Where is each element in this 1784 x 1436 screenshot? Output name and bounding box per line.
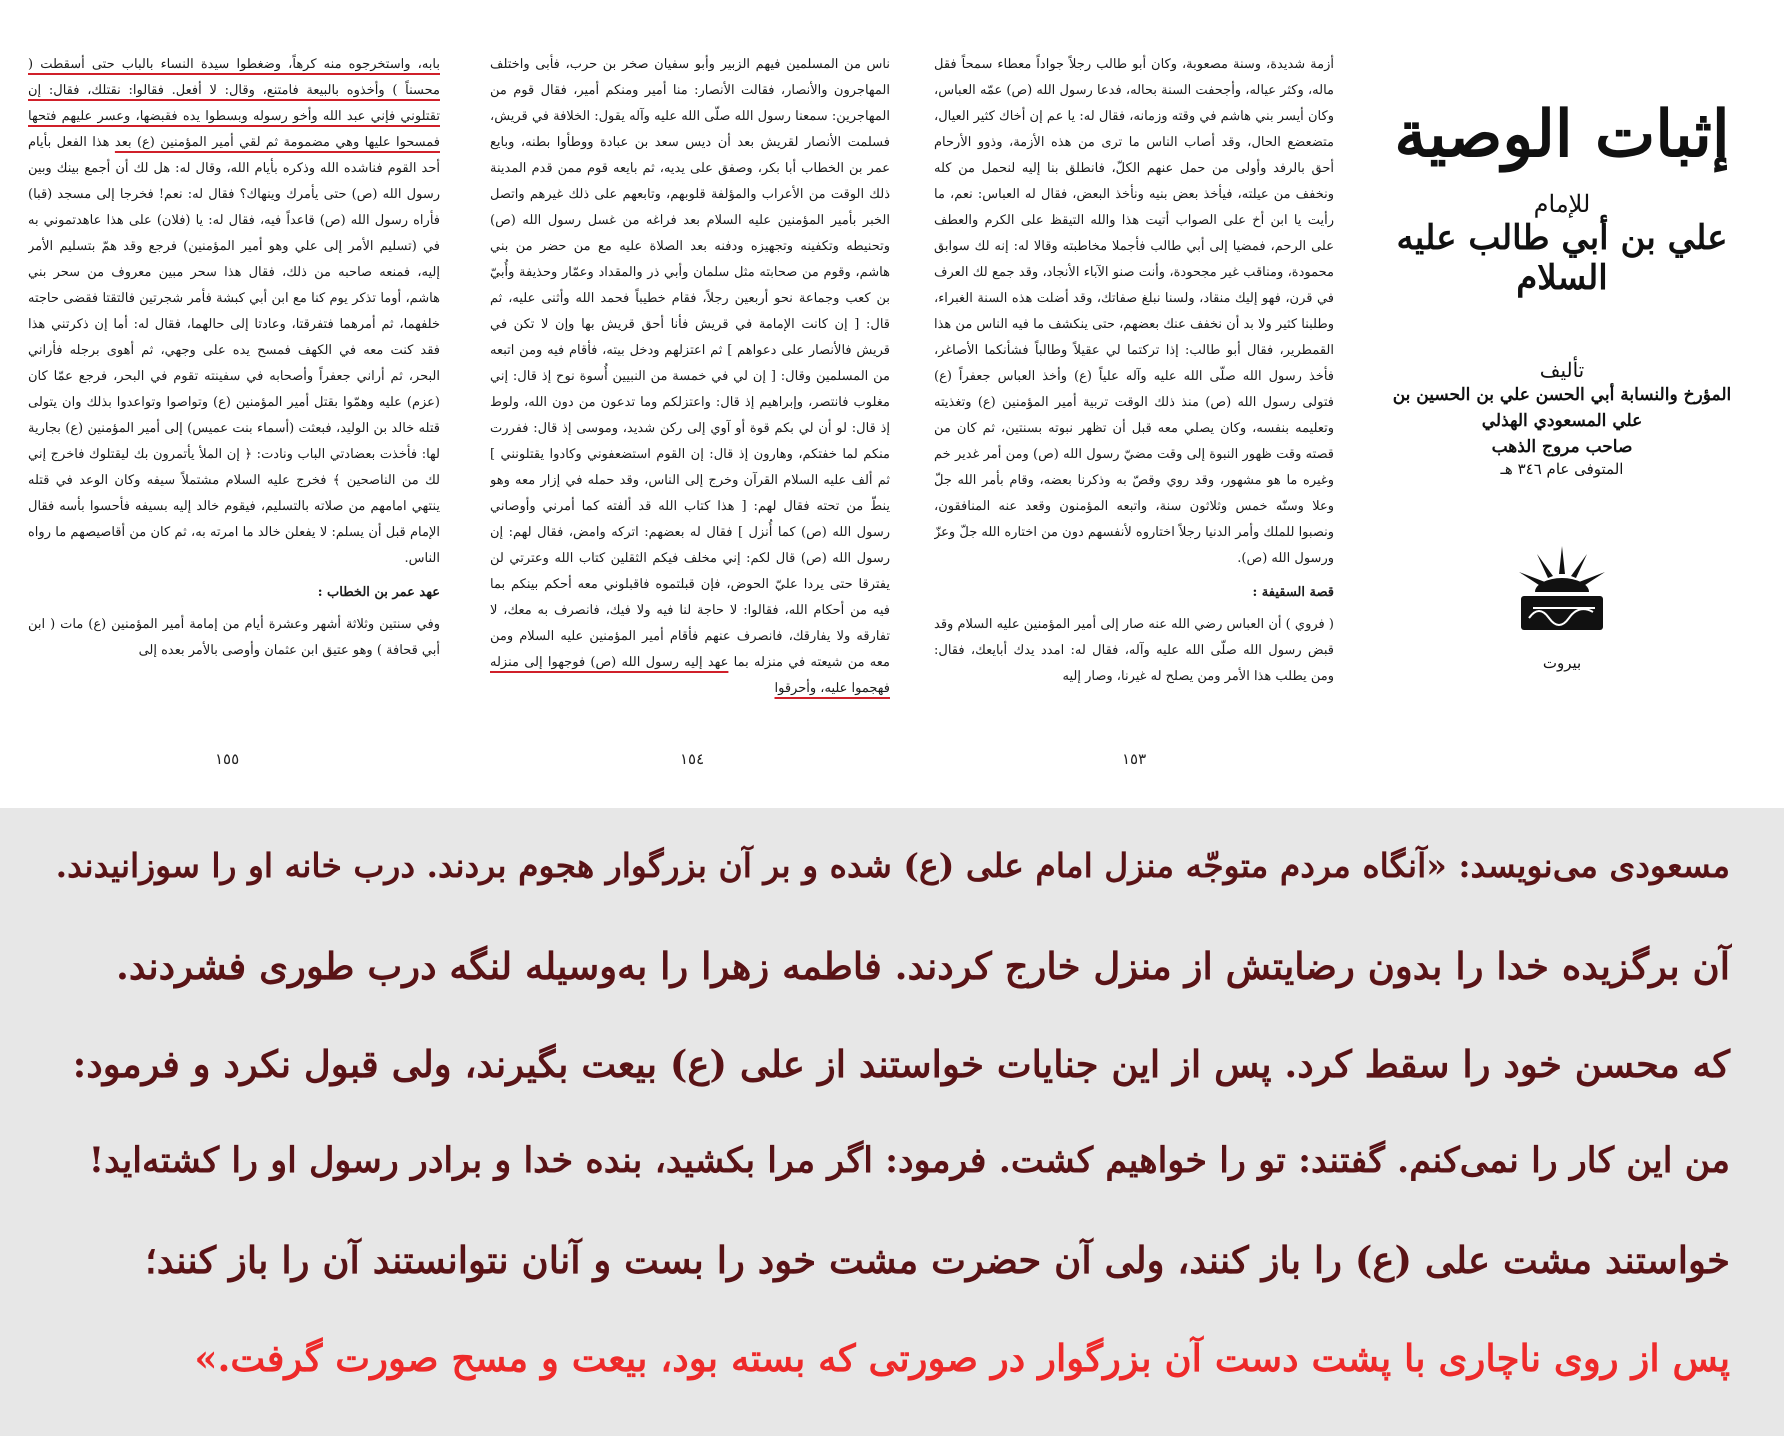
page-153-column	[934, 52, 1334, 737]
author-name: المؤرخ والنسابة أبي الحسن علي بن الحسين بن علي المسعودي الهذلي	[1392, 385, 1732, 431]
translation-line-6-highlight: پس از روی ناچاری با پشت دست آن بزرگوار در صورتی که بسته بود، بیعت و مسح صورت گرفت.»	[194, 1336, 1730, 1380]
persian-translation-panel	[0, 808, 1784, 1436]
author-death-date: المتوفى عام ٣٤٦ هـ	[1500, 460, 1624, 478]
author-label: تأليف	[1539, 358, 1585, 382]
page-number-154: ١٥٤	[680, 750, 705, 768]
page-153-heading: قصة السقيفة :	[1252, 585, 1334, 600]
page-155-body-text: هذا الفعل بأيام أحد القوم فناشده الله وذكره بأيام الله، وقال له: هل لك أن أجمع بينك وبين رسول الله (ص) حتى يأمرك وينهاك؟ فقال له: نعم! فخرجا إلى مسجد (قبا) فأراه رسول الله (ص) قاعداً فيه، فقال له: يا (فلان) على هذا عاهدتموني به في (تسليم الأمر إلى علي وهو أمير المؤمنين) فرجع وقد همّ بتسليم الأمر إليه، فمنعه صاحبه من ذلك، فقال هذا سحر مبين معروف من سحر بني هاشم، أوما تذكر يوم كنا مع ابن أبي كبشة فأمر شجرتين فالتقتا فقضى حاجته خلفهما، ثم أمرهما فتفرقتا، وعادتا إلى حالهما، فقال له: أما إن ذكرتني هذا فقد كنت معه في الكهف فمسح يده على وجهي، ثم أهوى برجله فأراني البحر، ثم أراني جعفراً وأصحابه في سفينته تقوم في البحر، فرجع عمّا كان (عزم) عليه وهمّوا بقتل أمير المؤمنين (ع) وتواصوا وتواعدوا بذلك وان يتولى قتله خالد بن الوليد، فبعثت (أسماء بنت عميس) إلى أمير المؤمنين (ع) بجارية لها: فأخذت بعضادتي الباب ونادت: ﴿ إن الملأ يأتمرون بك ليقتلوك فاخرج إني لك من الناصحين ﴾ فخرج عليه السلام مشتملاً سيفه وكان الوعد في قتله ينتهي امامهم من صلاته بالتسليم، فيقوم خالد إليه بسيفه فأحسوا بأسه فقال الإمام قبل أن يسلم: لا يفعلن خالد ما امرته به، ثم كان من أقاصيصهم ما رواه الناس.	[28, 135, 440, 566]
page-154-paragraph-1	[490, 52, 890, 702]
translation-line-4: من این کار را نمی‌کنم. گفتند: تو را خواهیم کشت. فرمود: اگر مرا بکشید، بنده خدا و برادر رسول او را کشته‌اید!	[88, 1140, 1730, 1181]
page-number-155: ١٥٥	[215, 750, 240, 768]
translation-line-1: مسعودی می‌نویسد: «آنگاه مردم متوجّه منزل امام علی (ع) شده و بر آن بزرگوار هجوم بردند. درب خانه او را سوزانیدند.	[55, 846, 1730, 885]
publisher-city: بيروت	[1542, 654, 1582, 672]
page-155-heading: عهد عمر بن الخطاب :	[317, 585, 440, 600]
book-title-page	[1392, 90, 1732, 710]
page-155-paragraph-2: وفي سنتين وثلاثة أشهر وعشرة أيام من إمامة أمير المؤمنين (ع) مات ( ابن أبي قحافة ) وهو عتيق ابن عثمان وأوصى بالأمر بعده إلى	[28, 617, 440, 658]
translation-line-2: آن برگزیده خدا را بدون رضایتش از منزل خارج کردند. فاطمه زهرا را به‌وسیله لنگه درب طوری فشردند.	[116, 944, 1730, 988]
publisher-logo-icon	[1507, 538, 1617, 648]
book-title: إثبات الوصية	[1394, 97, 1730, 172]
page-154-column	[490, 52, 890, 737]
page-155-highlighted-passage: بابه، واستخرجوه منه كرهاً، وضغطوا سيدة النساء بالباب حتى أسقطت ( محسناً ) وأخذوه بالبيعة فامتنع، وقال: لا أفعل. فقالوا: نقتلك، فقال: إن تقتلوني فإني عبد الله وأخو رسوله وبسطوا يده فقبضها، وعسر عليهم فتحها فمسحوا عليها وهي مضمومة ثم لقي أمير المؤمنين (ع) بعد	[28, 57, 440, 150]
page-number-153: ١٥٣	[1122, 750, 1147, 768]
page-154-body-text: ناس من المسلمين فيهم الزبير وأبو سفيان صخر بن حرب، فأبى واختلف المهاجرون والأنصار، فقالت الأنصار: منا أمير ومنكم أمير، فقال قوم من المهاجرين: سمعنا رسول الله صلّى الله عليه وآله يقول: الخلافة في قريش، فسلمت الأنصار لقريش بعد أن ديس سعد بن عبادة ووطأوا بطنه، وبايع عمر بن الخطاب أبا بكر، وصفق على يديه، ثم بايعه قوم ممن قدم المدينة ذلك الوقت من الأعراب والمؤلفة قلوبهم، وتابعهم على ذلك غيرهم واتصل الخبر بأمير المؤمنين عليه السلام بعد فراغه من غسل رسول الله (ص) وتحنيطه وتكفينه وتجهيزه ودفنه بعد الصلاة عليه مع من حضر من بني هاشم، وقوم من صحابته مثل سلمان وأبي ذر والمقداد وعمّار وحذيفة وأُبيّ بن كعب وجماعة نحو أربعين رجلاً، فقام خطيباً فحمد الله وأثنى عليه، ثم قال: [ إن كانت الإمامة في قريش فأنا أحق قريش بها وإن لا تكن في قريش فالأنصار على دعواهم ] ثم اعتزلهم ودخل بيته، فأقام فيه ومن اتبعه من المسلمين وقال: [ إن لي في خمسة من النبيين أُسوة نوح إذ قال: إني مغلوب فانتصر، وإبراهيم إذ قال: واعتزلكم وما تدعون من دون الله، ولوط إذ قال: لو أن لي بكم قوة أو آوي إلى ركن شديد، وموسى إذ قال: ففررت منكم لما خفتكم، وهارون إذ قال: إن القوم استضعفوني وكادوا يقتلونني ] ثم ألف عليه السلام القرآن وخرج إلى الناس، وقد حمله في إزار معه وهو ينطّ من تحته فقال لهم: [ هذا كتاب الله قد ألفته كما أمرني وأوصاني رسول الله (ص) كما أُنزل ] فقال له بعضهم: اتركه وامض، فقال لهم: إن رسول الله (ص) قال لكم: إني مخلف فيكم الثقلين كتاب الله وعترتي لن يفترقا حتى يردا عليّ الحوض، فإن قبلتموه فاقبلوني معه أحكم بينكم بما فيه من أحكام الله، فقالوا: لا حاجة لنا فيه ولا فيك، فانصرف به معك، لا تفارقه ولا يفارقك، فانصرف عنهم فأقام أمير المؤمنين عليه السلام ومن معه من شيعته في منزله بما	[490, 57, 890, 670]
book-subtitle-line-2: علي بن أبي طالب عليه السلام	[1396, 218, 1728, 298]
translation-line-5: خواستند مشت علی (ع) را باز کنند، ولی آن حضرت مشت خود را بست و آنان نتوانستند آن را باز کنند؛	[145, 1238, 1730, 1282]
page-154-highlighted-passage: عهد إليه رسول الله (ص) فوجهوا إلى منزله فهجموا عليه، وأحرقوا	[490, 655, 890, 696]
page-155-paragraph-1	[28, 52, 440, 572]
page-153-paragraph-1: أزمة شديدة، وسنة مصعوبة، وكان أبو طالب رجلاً جواداً معطاء سمحاً فقل ماله، وكثر عياله، وأجحفت السنة بحاله، فدعا رسول الله (ص) عمّه العباس، وكان أيسر بني هاشم في وقته وزمانه، فقال له: يا عم إن أخاك كثير العيال، متضعضع الحال، وقد أصاب الناس ما ترى من هذه الأزمة، وذوو الأرحام أحق بالرفد وأولى من حمل عنهم الكلّ، فانطلق بنا إليه لنحمل من كله ونخفف من عيلته، فيأخذ بعض بنيه ونأخذ البعض، فقال له العباس: نعم، ما رأيت يا ابن أخ على الصواب أتيت هذا والله التيقظ على الكرم والعطف على الرحم، فمضيا إلى أبي طالب فأجملا مخاطبته وقالا له: إنه لك سوابق محمودة، ومناقب غير مجحودة، وأنت صنو الآباء الأنجاد، وقد جمع لك العرف في قرن، فهو إليك منقاد، ولسنا نبلغ صفاتك، وقد أضلت هذه السنة الغبراء، وطلبنا كثير ولا بد أن نخفف عنك بعضهم، حتى ينكشف ما فيه الناس من هذا القمطرير، فقال أبو طالب: إذا تركتما لي عقيلاً وطالباً فشأنكما الأصاغر، فأخذ رسول الله صلّى الله عليه وآله علياً (ع) وأخذ العباس جعفراً (ع) فتولى رسول الله (ص) منذ ذلك الوقت تربية أمير المؤمنين (ع) وتغذيته وتعليمه بنفسه، وكان يصلي معه قبل أن تظهر نبوته بسنتين، ثم كان من قصته وقت ظهور النبوة إلى وقت مضيّ رسول الله (ص) ومن أمر غدير خم وغيره ما هو مشهور، وقد روي وقصّ به وذكرنا بعضه، وقام بأمر الله جلّ وعلا وسنّه خمس وثلاثون سنة، واتبعه المؤمنون وقعد عنه المنافقون، ونصبوا للملك وأمر الدنيا رجلاً اختاروه لأنفسهم دون من اختاره الله جلّ وعزّ ورسول الله (ص).	[934, 57, 1334, 566]
author-title: صاحب مروج الذهب	[1491, 437, 1633, 457]
page-155-column	[28, 52, 440, 737]
translation-line-3: که محسن خود را سقط کرد. پس از این جنایات خواستند از علی (ع) بیعت بگیرند، ولی قبول نکرد و فرمود:	[72, 1042, 1730, 1086]
page-153-paragraph-2: ( فروي ) أن العباس رضي الله عنه صار إلى أمير المؤمنين عليه السلام وقد قبض رسول الله صلّى الله عليه وآله، فقال له: امدد يدك أبايعك، فقال: ومن يطلب هذا الأمر ومن يصلح له غيرنا، وصار إليه	[934, 617, 1334, 684]
book-subtitle-line-1: للإمام	[1533, 190, 1591, 218]
